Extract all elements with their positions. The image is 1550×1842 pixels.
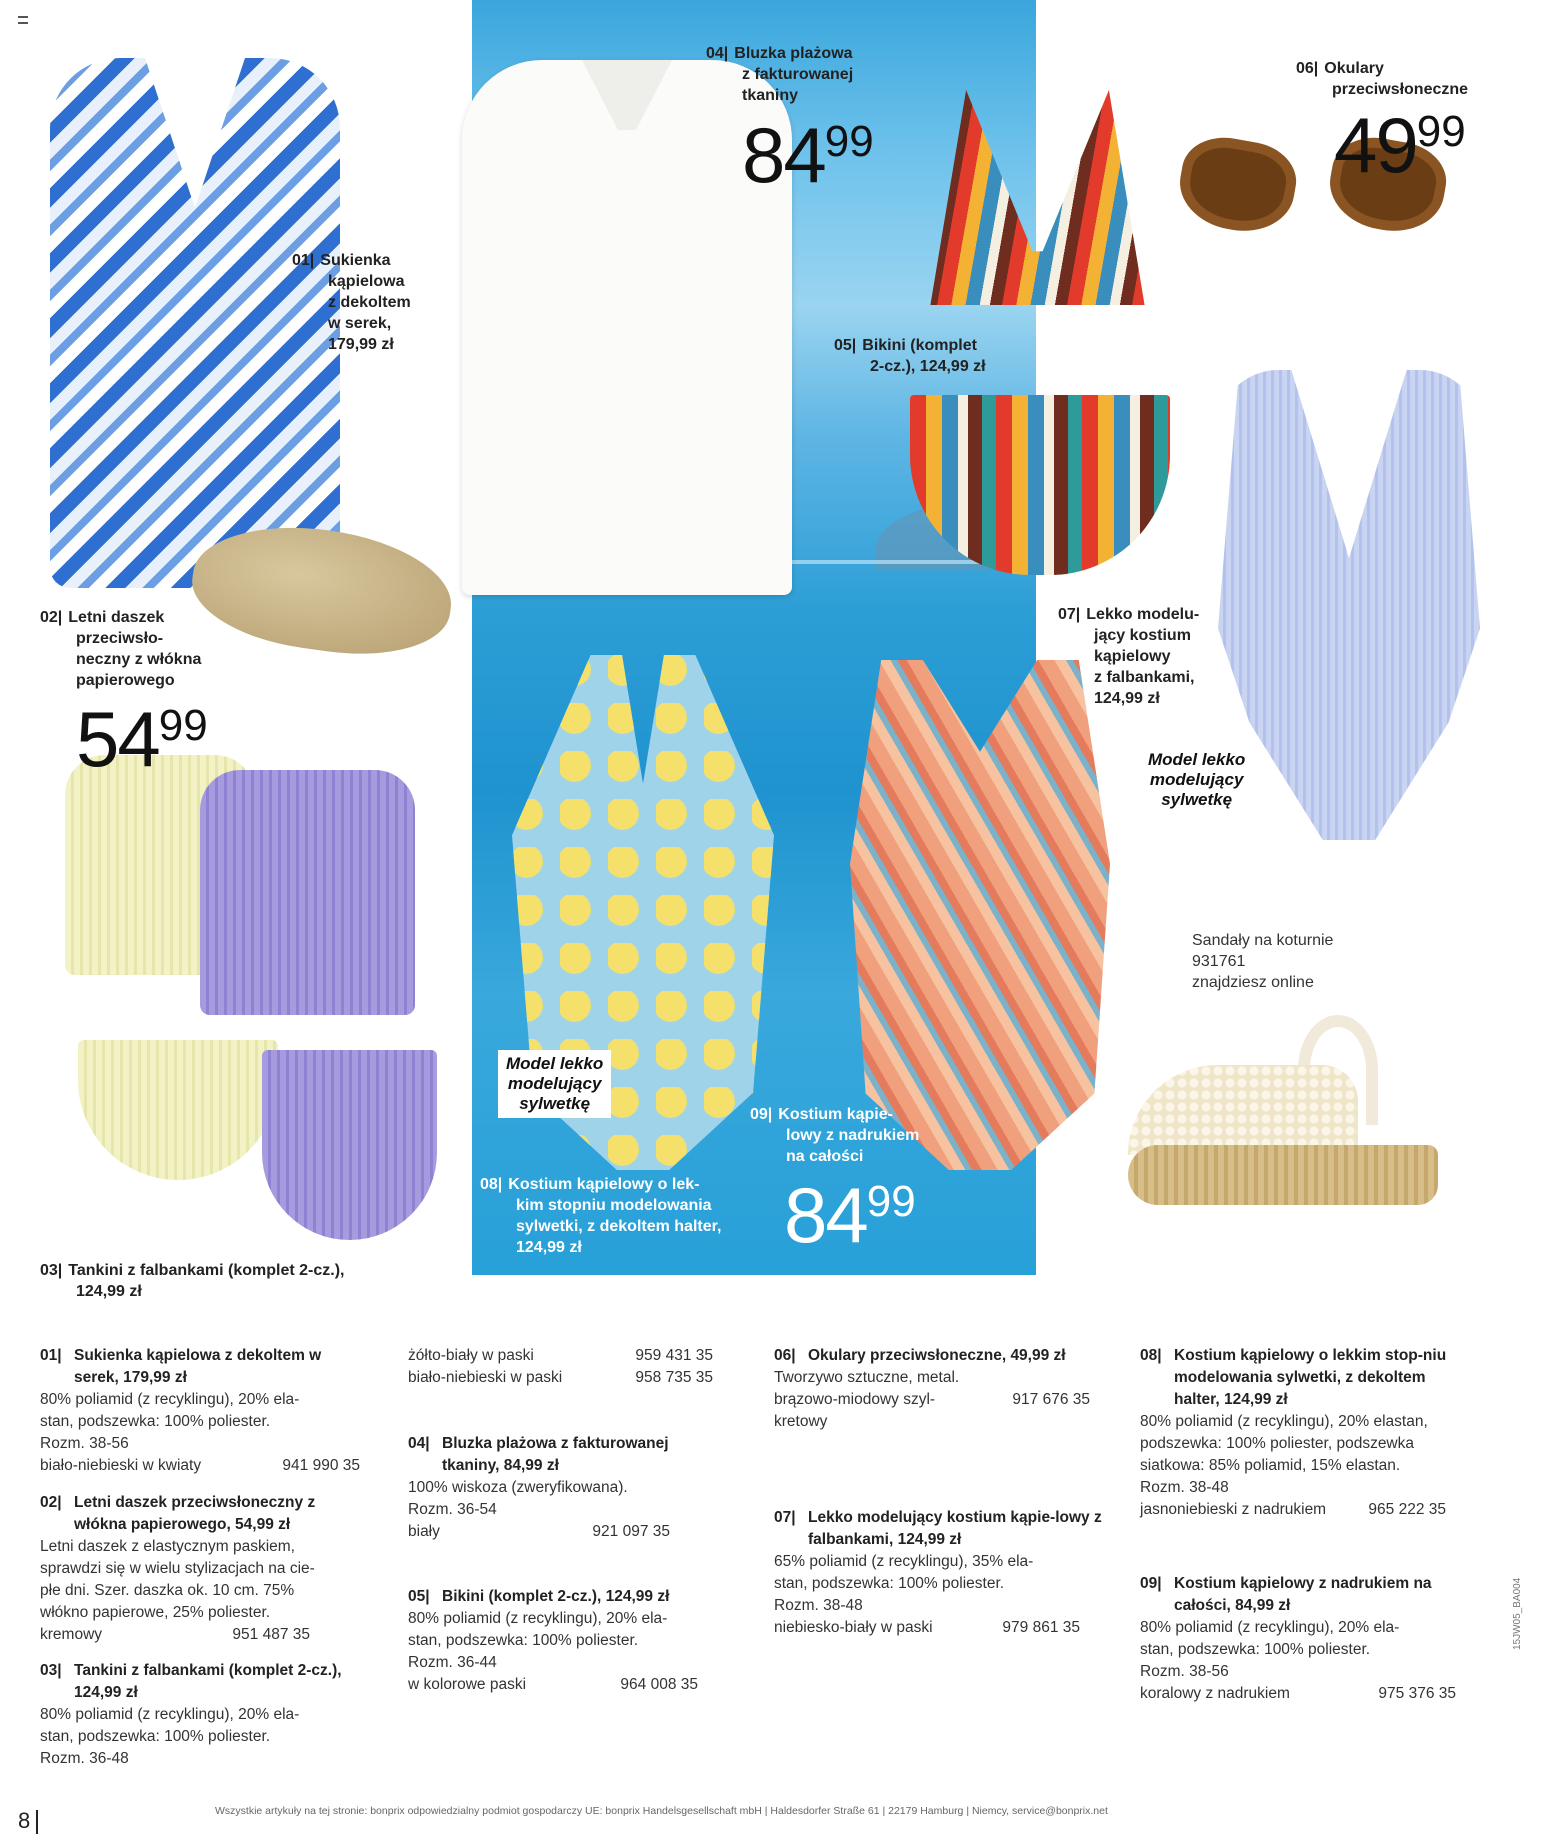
article-code: 964 008 35 xyxy=(620,1676,698,1693)
menu-icon[interactable] xyxy=(18,16,28,24)
model-note-07: Model lekko modelujący sylwetkę xyxy=(1148,750,1246,809)
callout-number: 08| xyxy=(480,1176,503,1193)
price-04: 8499 xyxy=(742,111,874,199)
page-number: 8 xyxy=(18,1808,38,1834)
tankini-purple-top-image[interactable] xyxy=(200,770,415,1015)
callout-number: 05| xyxy=(834,337,857,354)
article-code: 941 990 35 xyxy=(282,1457,360,1474)
article-code: 951 487 35 xyxy=(232,1626,310,1643)
callout-number: 07| xyxy=(1058,606,1081,623)
price-02: 5499 xyxy=(76,695,208,783)
callout-05: 05| Bikini (komplet 2-cz.), 124,99 zł xyxy=(834,337,986,375)
article-code: 959 431 35 xyxy=(635,1347,713,1364)
callout-09: 09| Kostium kąpie- lowy z nadrukiem na całości xyxy=(750,1106,920,1165)
callout-number: 01| xyxy=(292,252,315,269)
article-code: 921 097 35 xyxy=(592,1523,670,1540)
callout-06: 06| Okulary przeciwsłoneczne xyxy=(1296,60,1469,98)
callout-number: 03| xyxy=(40,1262,63,1279)
price-06: 4999 xyxy=(1334,101,1466,189)
ruffle-swimsuit-image[interactable] xyxy=(1218,370,1480,840)
article-code: 979 861 35 xyxy=(1002,1619,1080,1636)
callout-02: 02| Letni daszek przeciwsło- neczny z włókna papierowego xyxy=(40,609,202,689)
tankini-purple-bottom-image[interactable] xyxy=(262,1050,437,1240)
sandals-info: Sandały na koturnie 931761 znajdziesz online xyxy=(1192,932,1334,991)
detail-09: 09| Kostium kąpielowy z nadrukiem na całości, 84,99 zł 80% poliamid (z recyklingu), 20% ela- stan, podszewka: 100% poliester. Rozm. 38-56 koralowy z nadrukiem 975 376 35 xyxy=(1140,1573,1470,1705)
callout-07: 07| Lekko modelu- jący kostium kąpielowy z falbankami, 124,99 zł xyxy=(1058,606,1200,707)
article-code: 917 676 35 xyxy=(1012,1391,1090,1408)
detail-08: 08| Kostium kąpielowy o lekkim stop-niu modelowania sylwetki, z dekoltem halter, 124,99 zł 80% poliamid (z recyklingu), 20% elastan, podszewka: 100% poliester, podszewka siatkowa: 85% poliamid, 15% elastan. Rozm. 38-48 jasnoniebieski z nadrukiem 965 222 35 xyxy=(1140,1345,1470,1521)
article-code: 965 222 35 xyxy=(1368,1501,1446,1518)
detail-05: 05| Bikini (komplet 2-cz.), 124,99 zł 80% poliamid (z recyklingu), 20% ela- stan, podszewka: 100% poliester. Rozm. 36-44 w kolorowe paski 964 008 35 xyxy=(408,1586,728,1696)
callout-number: 09| xyxy=(750,1106,773,1123)
wedge-sandal-image[interactable] xyxy=(1128,1015,1438,1205)
callout-number: 04| xyxy=(706,45,729,62)
detail-07: 07| Lekko modelujący kostium kąpie-lowy z falbankami, 124,99 zł 65% poliamid (z recyklingu), 35% ela- stan, podszewka: 100% poliester. Rozm. 38-48 niebiesko-biały w paski 979 861 35 xyxy=(774,1507,1114,1639)
tankini-yellow-bottom-image[interactable] xyxy=(78,1040,278,1180)
callout-number: 02| xyxy=(40,609,63,626)
model-note-08: Model lekko modelujący sylwetkę xyxy=(498,1050,611,1118)
detail-04: 04| Bluzka plażowa z fakturowanej tkaniny, 84,99 zł 100% wiskoza (zweryfikowana). Rozm. 36-54 biały 921 097 35 xyxy=(408,1433,728,1543)
price-09: 8499 xyxy=(784,1171,916,1259)
detail-03: 03| Tankini z falbankami (komplet 2-cz.), 124,99 zł 80% poliamid (z recyklingu), 20% ela- stan, podszewka: 100% poliester. Rozm. 36-48 xyxy=(40,1662,342,1767)
catalog-code: 15JW05_BA004 xyxy=(1512,1577,1523,1650)
legal-footer: Wszystkie artykuły na tej stronie: bonprix odpowiedzialny podmiot gospodarczy UE: bonprix Handelsgesellschaft mbH | Haldesdorfer Straße 61 | 22179 Hamburg | Niemcy, service@bonprix.net xyxy=(215,1805,1108,1817)
detail-01: 01| Sukienka kąpielowa z dekoltem w serek, 179,99 zł 80% poliamid (z recyklingu), 20% ela- stan, podszewka: 100% poliester. Rozm. 38-56 biało-niebieski w kwiaty 941 990 35 xyxy=(40,1345,360,1477)
detail-03-colors: żółto-biały w paski 959 431 35 biało-niebieski w paski 958 735 35 xyxy=(408,1345,713,1389)
callout-04: 04| Bluzka plażowa z fakturowanej tkaniny xyxy=(706,45,854,104)
article-code: 975 376 35 xyxy=(1378,1685,1456,1702)
callout-number: 06| xyxy=(1296,60,1319,77)
article-code: 958 735 35 xyxy=(635,1369,713,1386)
callout-01: 01| Sukienka kąpielowa z dekoltem w serek, 179,99 zł xyxy=(292,252,411,353)
callout-08: 08| Kostium kąpielowy o lek- kim stopniu modelowania sylwetki, z dekoltem halter, 124,99 zł xyxy=(480,1176,722,1256)
detail-02: 02| Letni daszek przeciwsłoneczny z włókna papierowego, 54,99 zł Letni daszek z elastycznym paskiem, sprawdzi się w wielu stylizacjach na cie- płe dni. Szer. daszka ok. 10 cm. 75% włókno papierowe, 25% poliester. kremowy 951 487 35 xyxy=(40,1492,360,1646)
detail-06: 06| Okulary przeciwsłoneczne, 49,99 zł Tworzywo sztuczne, metal. brązowo-miodowy szyl- kretowy 917 676 35 xyxy=(774,1345,1094,1433)
callout-03: 03| Tankini z falbankami (komplet 2-cz.), 124,99 zł xyxy=(40,1262,345,1300)
